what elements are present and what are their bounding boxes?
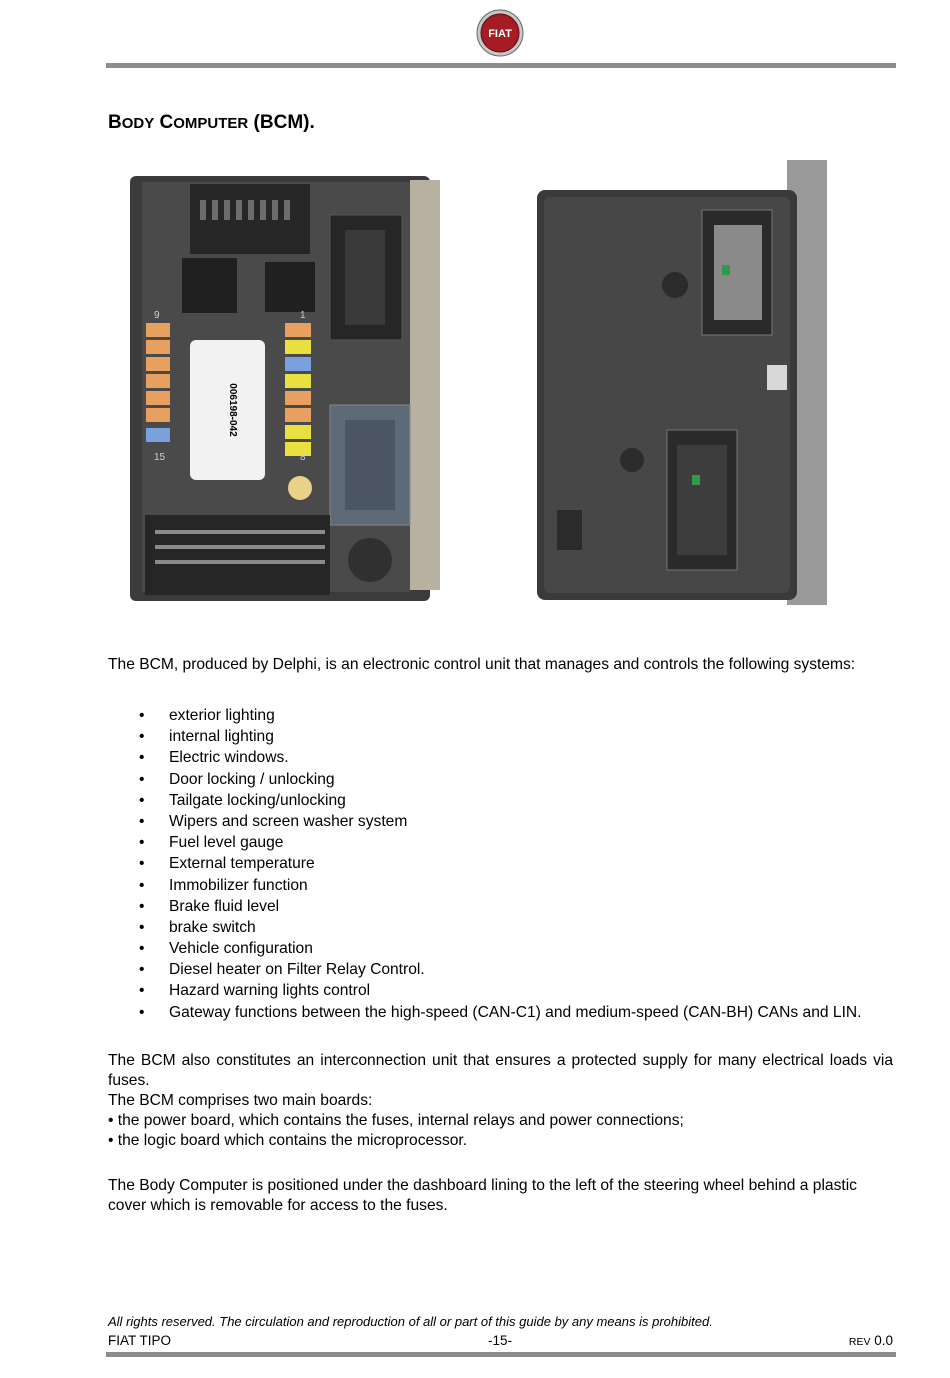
feature-list (108, 706, 893, 1024)
footer-model: FIAT TIPO (108, 1333, 172, 1348)
footer-rule (106, 1352, 896, 1357)
list-item: • Tailgate locking/unlocking (108, 791, 893, 811)
page-title: BODY COMPUTER (BCM). (108, 112, 315, 133)
pin-number-9: 9 (154, 310, 160, 321)
list-item: • Diesel heater on Filter Relay Control. (108, 960, 893, 980)
bcm-back-photo (532, 155, 835, 613)
paragraph-line: The BCM comprises two main boards: (108, 1092, 373, 1109)
list-item: • internal lighting (108, 727, 893, 747)
revision-value: 0.0 (874, 1333, 893, 1348)
revision-label: REV (848, 1336, 871, 1348)
fiat-logo (476, 9, 524, 57)
pin-number-15: 15 (154, 452, 166, 463)
list-item: • Brake fluid level (108, 897, 893, 917)
page-number: -15- (488, 1333, 513, 1348)
list-item: • Wipers and screen washer system (108, 812, 893, 832)
list-item: • Vehicle configuration (108, 939, 893, 959)
header-rule (106, 63, 896, 68)
paragraph-line: • the power board, which contains the fuses, internal relays and power connections; (108, 1112, 684, 1129)
list-item: • Electric windows. (108, 748, 893, 768)
list-item: • exterior lighting (108, 706, 893, 726)
interconnection-paragraph (108, 1051, 893, 1151)
location-paragraph: The Body Computer is positioned under the dashboard lining to the left of the steering wheel behind a plastic cover which is removable for access to the fuses. (108, 1177, 857, 1214)
intro-paragraph: The BCM, produced by Delphi, is an electronic control unit that manages and controls the following systems: (108, 656, 856, 673)
label-code: 006198-042 (227, 383, 238, 437)
list-item: • External temperature (108, 854, 893, 874)
list-item: • brake switch (108, 918, 893, 938)
list-item: • Hazard warning lights control (108, 981, 893, 1001)
pin-number-8: 8 (300, 452, 306, 463)
list-item: • Gateway functions between the high-speed (CAN-C1) and medium-speed (CAN-BH) CANs and LIN. (108, 1003, 893, 1023)
paragraph-line: The BCM also constitutes an interconnection unit that ensures a protected supply for many electrical loads via fuses. (108, 1052, 893, 1089)
pin-number-1: 1 (300, 310, 306, 321)
logo-text: FIAT (488, 28, 512, 40)
revision (849, 1333, 893, 1348)
footer-copyright: All rights reserved. The circulation and reproduction of all or part of this guide by any means is prohibited. (108, 1314, 713, 1329)
bcm-front-photo (120, 170, 445, 602)
paragraph-line: • the logic board which contains the microprocessor. (108, 1132, 468, 1149)
list-item: • Fuel level gauge (108, 833, 893, 853)
list-item: • Door locking / unlocking (108, 770, 893, 790)
list-item: • Immobilizer function (108, 876, 893, 896)
